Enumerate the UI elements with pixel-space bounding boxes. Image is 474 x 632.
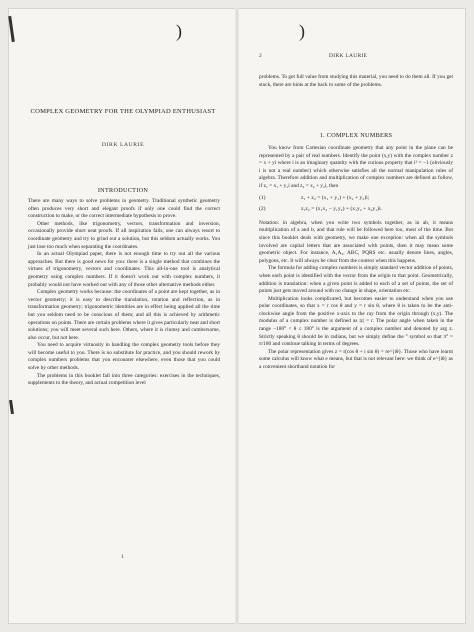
- section-heading-introduction: INTRODUCTION: [97, 187, 149, 194]
- paragraph: In an actual Olympiad paper, there is not enough time to try out all the various approaches. But there is good news for you: there is a single method that combines the virtues of trigonometry, vectors and coordinates. This all-in-one tool is analytical geometry using complex numbers. If it doesn't work out with complex numbers, it probably would not have worked out with any of those other alternative methods either.: [28, 251, 220, 288]
- paragraph: Other methods, like trigonometry, vectors, transformation and inversion, occasionally provide short neat proofs. If all inspiration fails, one can always resort to coordinate geometry and try to grind out a solution, but this seldom actually works. You just lose too much when separating the coordinates.: [28, 220, 220, 250]
- paragraph: The problems in this booklet fall into three categories: exercises in the techniques, supplements to the theory, and actual competition level: [28, 372, 220, 387]
- equation-body: z₁z₂ = (x₁x₂ − y₁y₂) + (x₁y₂ + x₂y₁)i.: [301, 206, 383, 213]
- left-body-text: [28, 198, 220, 388]
- page-number: 1: [121, 554, 124, 560]
- right-top-mark: ): [299, 21, 305, 41]
- scan-artifact-mark: [8, 16, 15, 42]
- paragraph: problems. To get full value from studying this material, you need to do them all. If you get stuck, there are hints at the back to some of the problems.: [259, 74, 453, 88]
- section-heading-complex-numbers: 1. COMPLEX NUMBERS: [319, 132, 393, 139]
- left-top-mark: ): [176, 21, 182, 41]
- paragraph: Multiplication looks complicated, but becomes easier to understand when you use polar coordinates, so that x = r cos θ and y = r sin θ, where θ is taken to be the anti-clockwise angle from the positive x-axis to the ray from the origin through (x,y). The modulus of a complex number is defined as |z| = r. The polar angle when taken in the range −180° < θ ≤ 180° is the argument of a complex number and denoted by arg z. Strictly speaking θ should be in radians, but we simply define the ° symbol so that π° = π/180 and continue talking in terms of degrees.: [259, 295, 453, 348]
- right-body-text: [259, 145, 453, 372]
- running-header-page-number: 2: [259, 53, 263, 59]
- article-author: DIRK LAURIE: [101, 142, 145, 148]
- paragraph: The polar representation gives z = r(cos θ + i sin θ) = re^{iθ}. Those who have learnt some calculus will know what e means, but that is not relevant here: we think of e^{iθ} as a convenient shorthand notation for: [259, 348, 453, 371]
- paragraph: Notation: in algebra, when you write two symbols together, as in ab, it means multiplication of a and b, and that rule will be followed here too, most of the time. But since this booklet deals with geometry, we make one exception: when all the symbols involved are capital letters that are associated with points, then it may mean some geometric object. For instance, A₁A₂, ABC, PQRS etc. usually denote lines, angles, polygons, etc. It will always be clear from the context when this happens.: [259, 219, 453, 264]
- equation-body: z₁ + z₂ = (x₁ + y₁) + (x₂ + y₂)i;: [301, 194, 370, 201]
- left-page: [8, 8, 235, 624]
- paragraph: The formula for adding complex numbers is simply standard vector addition of points, when each point is identified with the vector from the origin to that point. Geometrically, addition is translation: when a given point is added to each of a set of points, the set of points just gets moved around with no change in shape, orientation etc.: [259, 265, 453, 295]
- equation-number: (2): [259, 206, 266, 213]
- paragraph: Complex geometry works because: the coordinates of a point are kept together, as in vector geometry; it is easy to describe translation, rotation and reflection, as in transformation geometry; trigonometric identities are in effect being applied all the time but you seldom need to be conscious of them; and all this is achieved by arithmetic operations on points. There are certain problems where it gives particularly neat and short solutions; you will meet several such here. Others, where it is clumsy and cumbersome, also occur, but not here.: [28, 289, 220, 341]
- right-body-text-top: [259, 74, 453, 89]
- equation-2: [259, 206, 453, 214]
- article-title: COMPLEX GEOMETRY FOR THE OLYMPIAD ENTHUSIAST: [30, 108, 216, 115]
- right-page: [239, 8, 466, 624]
- scan-artifact-mark: [9, 400, 14, 414]
- equation-1: [259, 195, 453, 203]
- paragraph: You need to acquire virtuosity in handling the complex geometry tools before they will become useful to you. There is no substitute for practice, and you should rework by complex numbers problems that you encounter elsewhere, even those that you could solve by other methods.: [28, 342, 220, 372]
- running-header-author: DIRK LAURIE: [329, 53, 368, 59]
- paragraph: You know from Cartesian coordinate geometry that any point in the plane can be represented by a pair of real numbers. Identify the point (x,y) with the complex number z = x + yi where i is an imaginary quantity with the curious property that i² = −1 (obviously i is not a real number) which otherwise satisfies all the normal manipulation rules of algebra. Therefore addition and multiplication of complex numbers are defined as follow, if z₁ = x₁ + y₁i and z₂ = x₂ + y₂i, then: [259, 145, 453, 189]
- paragraph: There are many ways to solve problems in geometry. Traditional synthetic geometry often produces very short and elegant proofs if only one could find the correct construction to make, or the correct intermediate hypothesis to prove.: [28, 198, 220, 220]
- equation-number: (1): [259, 194, 266, 201]
- book-spread: [8, 8, 466, 624]
